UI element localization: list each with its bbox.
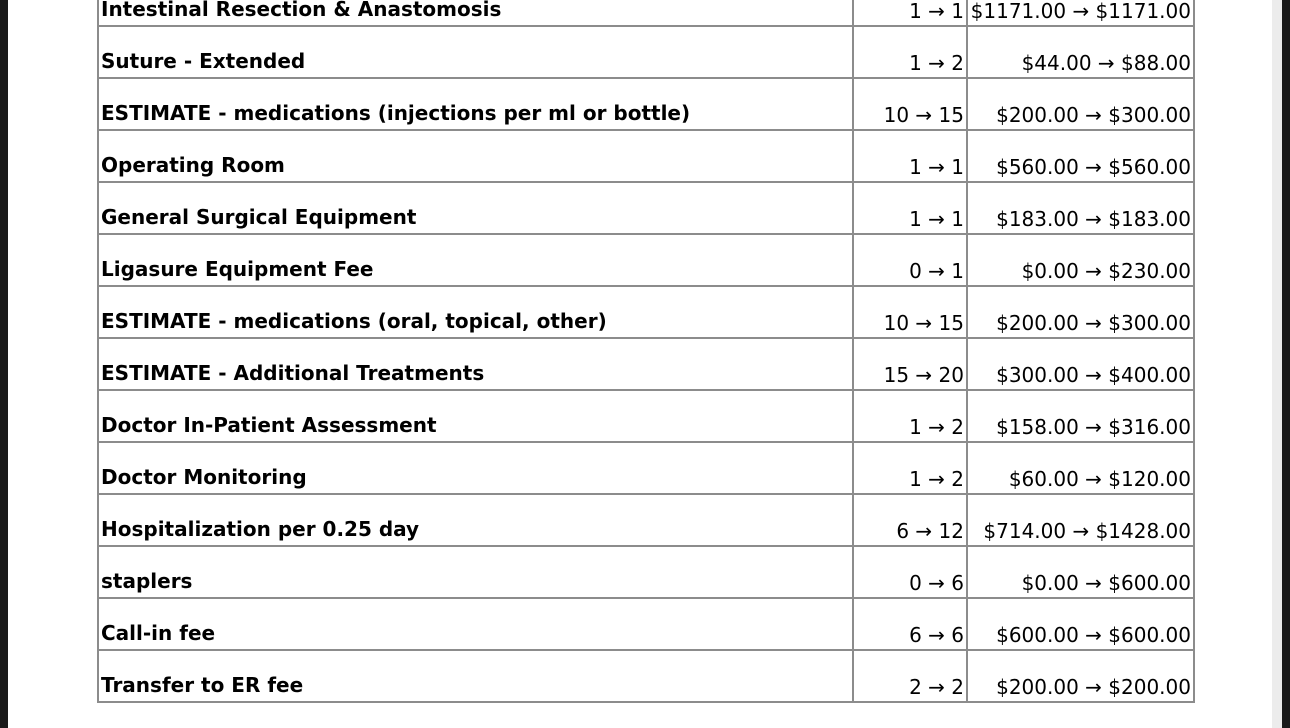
item-description-cell (98, 494, 853, 546)
item-description: Transfer to ER fee (101, 673, 304, 697)
item-description-cell (98, 338, 853, 390)
item-description: Operating Room (101, 153, 285, 177)
item-description-cell (98, 546, 853, 598)
table-row (98, 0, 1194, 26)
scrollbar[interactable] (1272, 0, 1282, 728)
table-row (98, 390, 1194, 442)
document-page (8, 0, 1272, 728)
item-quantity: 1 → 1 (909, 0, 964, 23)
item-quantity-cell (853, 650, 967, 702)
item-description: Intestinal Resection & Anastomosis (101, 0, 502, 21)
item-price: $200.00 → $300.00 (996, 311, 1191, 335)
item-price-cell (967, 26, 1194, 78)
table-row (98, 78, 1194, 130)
item-price: $560.00 → $560.00 (996, 155, 1191, 179)
table-row (98, 494, 1194, 546)
item-description: Suture - Extended (101, 49, 306, 73)
item-quantity-cell (853, 390, 967, 442)
item-quantity-cell (853, 598, 967, 650)
item-price: $1171.00 → $1171.00 (970, 0, 1191, 23)
item-quantity: 1 → 1 (909, 207, 964, 231)
item-price: $200.00 → $200.00 (996, 675, 1191, 699)
item-description: ESTIMATE - Additional Treatments (101, 361, 485, 385)
item-price: $600.00 → $600.00 (996, 623, 1191, 647)
item-quantity: 2 → 2 (909, 675, 964, 699)
item-price-cell (967, 130, 1194, 182)
item-price-cell (967, 494, 1194, 546)
item-description-cell (98, 234, 853, 286)
item-price: $300.00 → $400.00 (996, 363, 1191, 387)
item-quantity-cell (853, 78, 967, 130)
estimate-table-container (97, 0, 1195, 703)
item-description-cell (98, 182, 853, 234)
item-description-cell (98, 130, 853, 182)
item-price: $60.00 → $120.00 (1008, 467, 1191, 491)
item-description-cell (98, 0, 853, 26)
item-quantity-cell (853, 0, 967, 26)
item-quantity-cell (853, 130, 967, 182)
item-price: $0.00 → $230.00 (1021, 259, 1191, 283)
table-row (98, 650, 1194, 702)
table-row (98, 338, 1194, 390)
item-description: ESTIMATE - medications (injections per ml or bottle) (101, 101, 691, 125)
item-description: ESTIMATE - medications (oral, topical, other) (101, 309, 607, 333)
item-price-cell (967, 234, 1194, 286)
item-description: General Surgical Equipment (101, 205, 417, 229)
item-description-cell (98, 390, 853, 442)
item-price-cell (967, 78, 1194, 130)
item-quantity: 1 → 1 (909, 155, 964, 179)
estimate-table-body (98, 0, 1194, 702)
table-row (98, 546, 1194, 598)
table-row (98, 234, 1194, 286)
table-row (98, 286, 1194, 338)
item-quantity-cell (853, 234, 967, 286)
item-description: Call-in fee (101, 621, 216, 645)
item-price-cell (967, 338, 1194, 390)
item-price: $44.00 → $88.00 (1021, 51, 1191, 75)
item-quantity: 1 → 2 (909, 415, 964, 439)
item-quantity-cell (853, 338, 967, 390)
item-description: Doctor In-Patient Assessment (101, 413, 437, 437)
item-quantity: 0 → 6 (909, 571, 964, 595)
item-quantity-cell (853, 546, 967, 598)
item-description-cell (98, 286, 853, 338)
item-quantity-cell (853, 26, 967, 78)
item-price-cell (967, 0, 1194, 26)
item-description-cell (98, 78, 853, 130)
item-price-cell (967, 182, 1194, 234)
item-description: staplers (101, 569, 193, 593)
item-description-cell (98, 442, 853, 494)
item-quantity: 15 → 20 (883, 363, 964, 387)
item-quantity: 1 → 2 (909, 467, 964, 491)
item-quantity-cell (853, 494, 967, 546)
table-row (98, 26, 1194, 78)
item-description: Ligasure Equipment Fee (101, 257, 374, 281)
item-quantity-cell (853, 286, 967, 338)
item-quantity: 0 → 1 (909, 259, 964, 283)
item-quantity-cell (853, 442, 967, 494)
item-quantity: 10 → 15 (883, 311, 964, 335)
table-row (98, 598, 1194, 650)
item-description-cell (98, 598, 853, 650)
table-row (98, 182, 1194, 234)
item-quantity: 6 → 6 (909, 623, 964, 647)
item-quantity-cell (853, 182, 967, 234)
item-price-cell (967, 546, 1194, 598)
item-price-cell (967, 390, 1194, 442)
item-quantity: 6 → 12 (896, 519, 964, 543)
item-price-cell (967, 442, 1194, 494)
estimate-table (97, 0, 1195, 703)
table-row (98, 130, 1194, 182)
item-price-cell (967, 598, 1194, 650)
item-description: Doctor Monitoring (101, 465, 307, 489)
item-description-cell (98, 650, 853, 702)
table-row (98, 442, 1194, 494)
item-price: $0.00 → $600.00 (1021, 571, 1191, 595)
item-price-cell (967, 650, 1194, 702)
item-price-cell (967, 286, 1194, 338)
item-price: $158.00 → $316.00 (996, 415, 1191, 439)
item-price: $714.00 → $1428.00 (983, 519, 1191, 543)
item-description-cell (98, 26, 853, 78)
item-quantity: 1 → 2 (909, 51, 964, 75)
item-price: $183.00 → $183.00 (996, 207, 1191, 231)
item-description: Hospitalization per 0.25 day (101, 517, 420, 541)
item-price: $200.00 → $300.00 (996, 103, 1191, 127)
item-quantity: 10 → 15 (883, 103, 964, 127)
